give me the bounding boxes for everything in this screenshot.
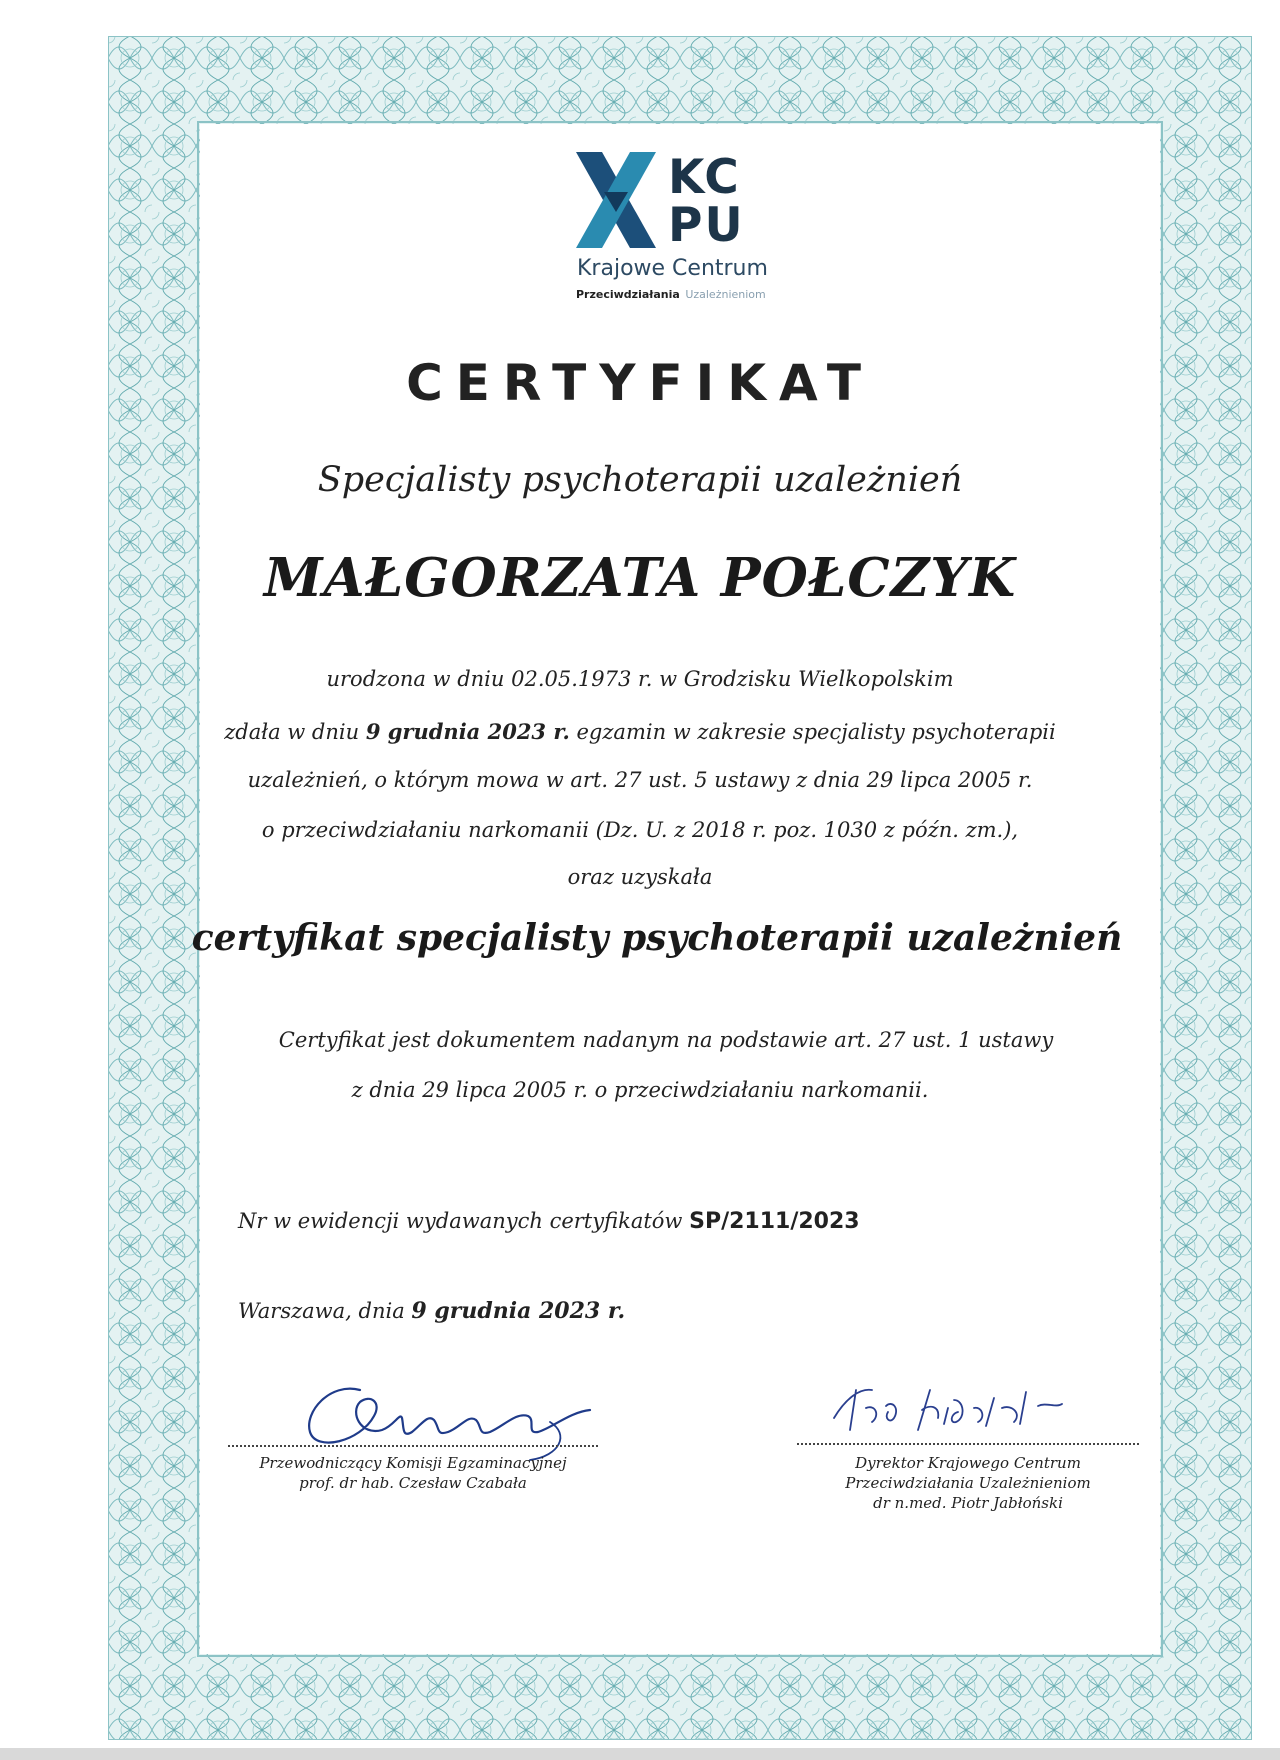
certificate-name: certyfikat specjalisty psychoterapii uzależnień [191,917,1123,959]
registry-number: SP/2111/2023 [689,1209,860,1234]
left-signature-caption [228,1453,598,1493]
exam-prefix: zdała w dniu [224,720,366,744]
right-signature [826,1378,1076,1438]
left-signature-line [228,1445,598,1447]
registry-line [238,1209,860,1234]
logo-subtitle [576,288,766,301]
logo-name: Krajowe Centrum [577,256,768,281]
exam-suffix: egzamin w zakresie specjalisty psychoterapii [569,720,1056,744]
logo-subtitle-light: Uzależnieniom [685,288,766,301]
law-line-2: o przeciwdziałaniu narkomanii (Dz. U. z 2018 r. poz. 1030 z późn. zm.), [261,818,1019,842]
right-signatory-name: dr n.med. Piotr Jabłoński [873,1494,1063,1512]
holder-name: MAŁGORZATA POŁCZYK [263,547,1017,609]
certificate-title: CERTYFIKAT [406,354,874,412]
logo-subtitle-bold: Przeciwdziałania [576,288,680,301]
basis-line-1: Certyfikat jest dokumentem nadanym na podstawie art. 27 ust. 1 ustawy [278,1028,1054,1052]
certificate-subtitle: Specjalisty psychoterapii uzależnień [317,460,963,500]
place-prefix: Warszawa, dnia [238,1299,412,1323]
exam-line [0,719,1280,744]
right-signatory-role-2: Przeciwdziałania Uzależnieniom [845,1474,1091,1492]
kcpu-x-mark-icon [576,152,656,248]
kcpu-logo [576,152,776,308]
birth-line: urodzona w dniu 02.05.1973 r. w Grodzisku Wielkopolskim [326,667,954,691]
exam-date: 9 grudnia 2023 r. [365,719,570,744]
registry-label: Nr w ewidencji wydawanych certyfikatów [238,1209,690,1233]
right-signatory-role-1: Dyrektor Krajowego Centrum [855,1454,1081,1472]
law-line-1: uzależnień, o którym mowa w art. 27 ust. 5 ustawy z dnia 29 lipca 2005 r. [247,768,1033,792]
logo-letters-kc: KC [668,150,741,205]
left-signature [290,1372,620,1462]
left-signatory-name: prof. dr hab. Czesław Czabała [299,1474,527,1492]
basis-line-2: z dnia 29 lipca 2005 r. o przeciwdziałaniu narkomanii. [351,1078,929,1102]
logo-letters-pu: PU [668,198,745,253]
obtained-line: oraz uzyskała [567,865,713,889]
place-date: 9 grudnia 2023 r. [411,1298,626,1324]
right-signature-line [797,1443,1139,1445]
scan-edge [0,1748,1280,1760]
right-signature-caption [797,1453,1139,1513]
left-signatory-role: Przewodniczący Komisji Egzaminacyjnej [259,1454,567,1472]
place-date-line [238,1298,625,1324]
